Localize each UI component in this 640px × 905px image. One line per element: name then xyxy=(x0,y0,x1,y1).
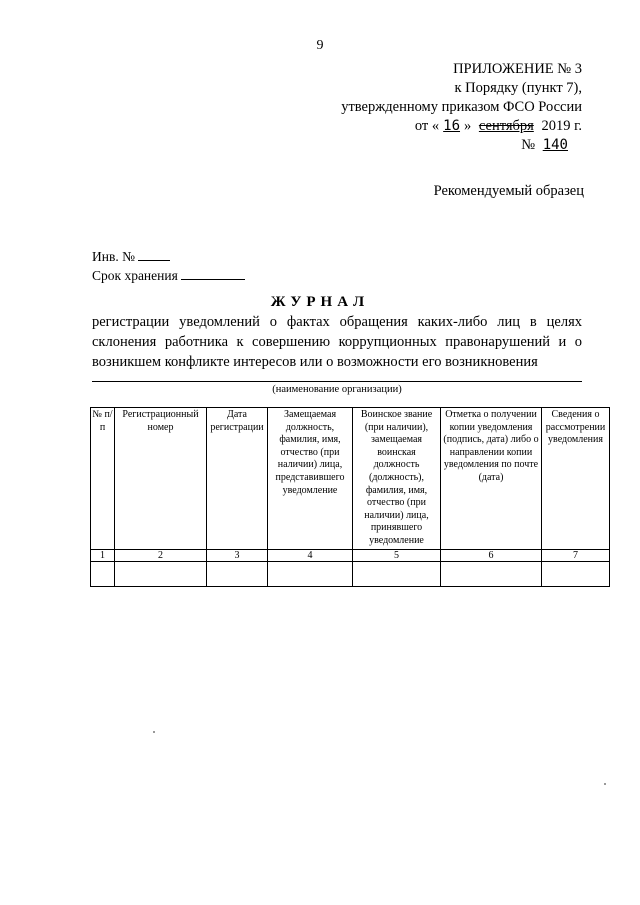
col-header-submitter: Замещаемая должность, фамилия, имя, отчество (при наличии) лица, представившего уведомление xyxy=(268,408,353,550)
inventory-label: Инв. № xyxy=(92,249,135,264)
recommended-sample: Рекомендуемый образец xyxy=(433,183,584,199)
inventory-blank xyxy=(138,248,170,261)
table-cell xyxy=(115,561,207,586)
appendix-reference: к Порядку (пункт 7), xyxy=(454,80,582,96)
appendix-title: ПРИЛОЖЕНИЕ № 3 xyxy=(453,61,582,77)
col-header-reg-date: Дата регистрации xyxy=(207,408,268,550)
journal-title: ЖУРНАЛ xyxy=(270,294,370,310)
table-number-row xyxy=(91,549,610,561)
table-cell xyxy=(441,561,542,586)
number-prefix: № xyxy=(521,137,536,153)
col-header-index: № п/п xyxy=(91,408,115,550)
scan-speck xyxy=(604,783,606,785)
col-header-receiver: Воинское звание (при наличии), замещаемая воинская должность (должность), фамилия, имя, отчество (при наличии) лица, принявшего уведомление xyxy=(353,408,441,550)
appendix-header xyxy=(282,60,582,155)
col-number: 1 xyxy=(91,549,115,561)
appendix-approval: утвержденному приказом ФСО России xyxy=(341,99,582,115)
col-header-reg-number: Регистрационный номер xyxy=(115,408,207,550)
inventory-number xyxy=(92,248,170,265)
col-number: 2 xyxy=(115,549,207,561)
col-number: 4 xyxy=(268,549,353,561)
appendix-date xyxy=(282,117,582,136)
col-number: 6 xyxy=(441,549,542,561)
scan-speck xyxy=(153,731,155,733)
storage-label: Срок хранения xyxy=(92,268,178,283)
page-number: 9 xyxy=(316,38,324,53)
table-cell xyxy=(268,561,353,586)
table-header-row xyxy=(91,408,610,550)
col-number: 3 xyxy=(207,549,268,561)
col-header-review: Сведения о рассмотрении уведомления xyxy=(542,408,610,550)
number-value: 140 xyxy=(542,137,568,153)
journal-subtitle: регистрации уведомлений о фактах обращения каких-либо лиц в целях склонения работника к совершению коррупционных правонарушений и о возникшем конфликте интересов или о возможности его возникновения xyxy=(92,314,582,370)
table-cell xyxy=(542,561,610,586)
date-year: 2019 г. xyxy=(541,118,582,134)
organization-line xyxy=(92,381,582,382)
storage-blank xyxy=(181,267,245,280)
col-header-copy-mark: Отметка о получении копии уведомления (подпись, дата) либо о направлении копии уведомления по почте (дата) xyxy=(441,408,542,550)
col-number: 5 xyxy=(353,549,441,561)
date-day: 16 xyxy=(443,118,461,134)
table-cell xyxy=(91,561,115,586)
date-prefix: от « xyxy=(414,118,440,134)
table-row xyxy=(91,561,610,586)
col-number: 7 xyxy=(542,549,610,561)
date-quote: » xyxy=(464,118,472,134)
table-cell xyxy=(207,561,268,586)
date-month: сентября xyxy=(478,118,534,134)
storage-period xyxy=(92,267,245,284)
organization-caption: (наименование организации) xyxy=(272,384,402,395)
register-table xyxy=(90,407,610,587)
table-cell xyxy=(353,561,441,586)
appendix-number xyxy=(282,136,582,155)
